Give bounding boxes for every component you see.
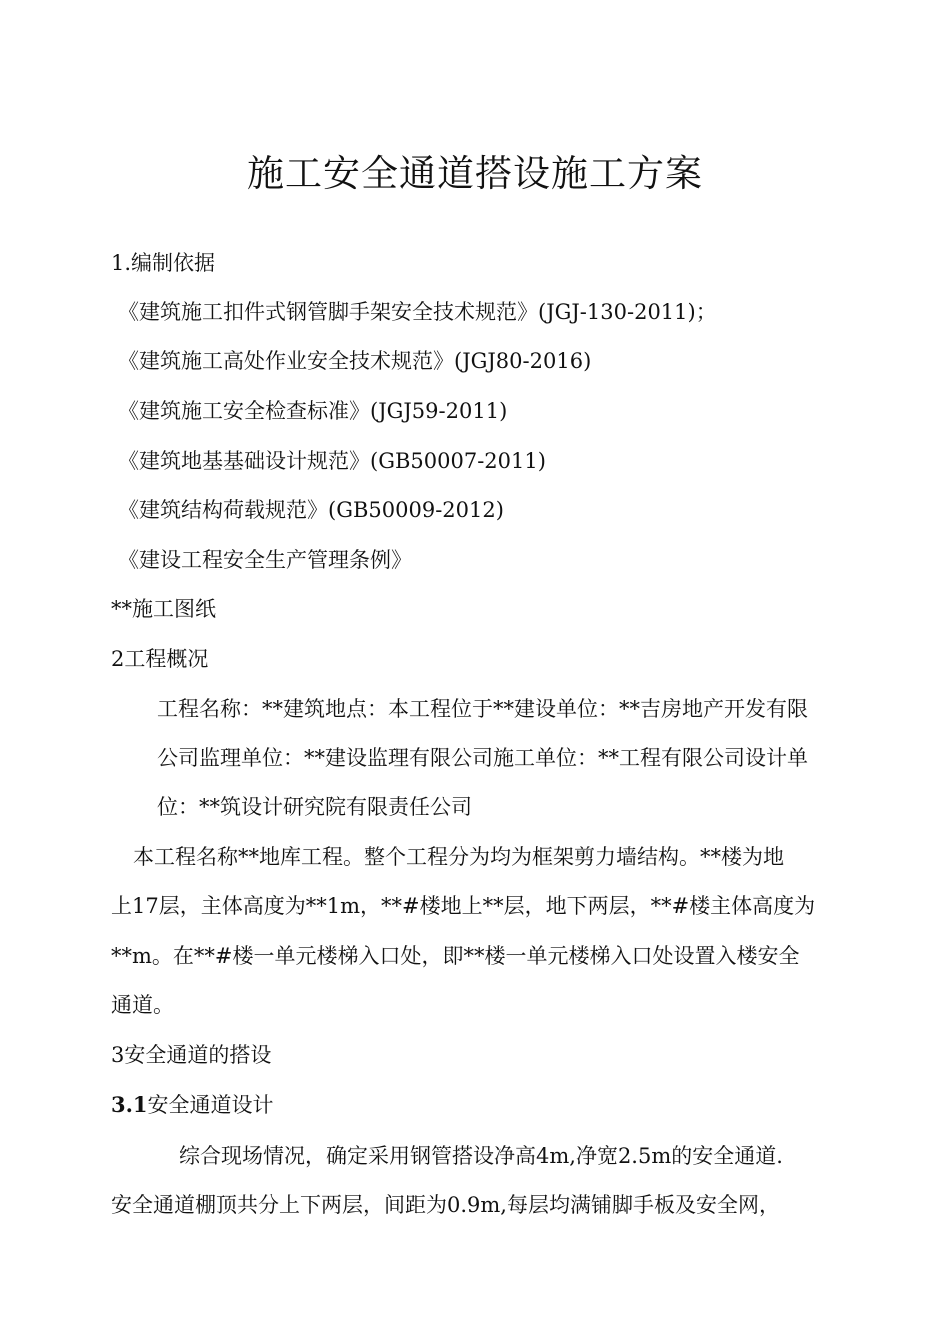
subsection-heading	[111, 1090, 274, 1120]
subsection-title: 安全通道设计	[147, 1093, 274, 1117]
section-heading-basis: 1.编制依据	[111, 251, 216, 275]
project-description-line: **m。在**#楼一单元楼梯入口处，即**楼一单元楼梯入口处设置入楼安全	[111, 944, 800, 968]
subsection-number: 3.1	[111, 1092, 148, 1117]
project-description-line: 通道。	[111, 993, 174, 1017]
list-item-reference: 《建筑结构荷载规范》(GB50009-2012)	[118, 498, 504, 522]
list-item-reference: 《建筑施工扣件式钢管脚手架安全技术规范》(JGJ-130-2011)；	[118, 300, 717, 324]
list-item-reference: 《建筑地基基础设计规范》(GB50007-2011)	[118, 449, 546, 473]
project-info-line: 位：**筑设计研究院有限责任公司	[157, 795, 472, 819]
list-item-reference: 《建筑施工高处作业安全技术规范》(JGJ80-2016)	[118, 349, 592, 373]
project-description-line: 上17层，主体高度为**1m，**#楼地上**层，地下两层，**#楼主体高度为	[111, 894, 816, 918]
section-heading-construction: 3安全通道的搭设	[111, 1043, 272, 1067]
project-description-line: 本工程名称**地库工程。整个工程分为均为框架剪力墙结构。**楼为地	[133, 845, 784, 869]
list-item-reference: 《建筑施工安全检查标准》(JGJ59-2011)	[118, 399, 508, 423]
design-paragraph-line: 综合现场情况，确定采用钢管搭设净高4m,净宽2.5m的安全通道.	[179, 1144, 783, 1168]
design-paragraph-line: 安全通道棚顶共分上下两层，间距为0.9m,每层均满铺脚手板及安全网，	[111, 1193, 780, 1217]
list-item-reference: **施工图纸	[111, 597, 216, 621]
section-heading-overview: 2工程概况	[111, 647, 209, 671]
project-info-line: 工程名称：**建筑地点：本工程位于**建设单位：**吉房地产开发有限	[157, 697, 808, 721]
document-title: 施工安全通道搭设施工方案	[247, 152, 703, 195]
list-item-reference: 《建设工程安全生产管理条例》	[118, 548, 412, 572]
project-info-line: 公司监理单位：**建设监理有限公司施工单位：**工程有限公司设计单	[157, 746, 808, 770]
